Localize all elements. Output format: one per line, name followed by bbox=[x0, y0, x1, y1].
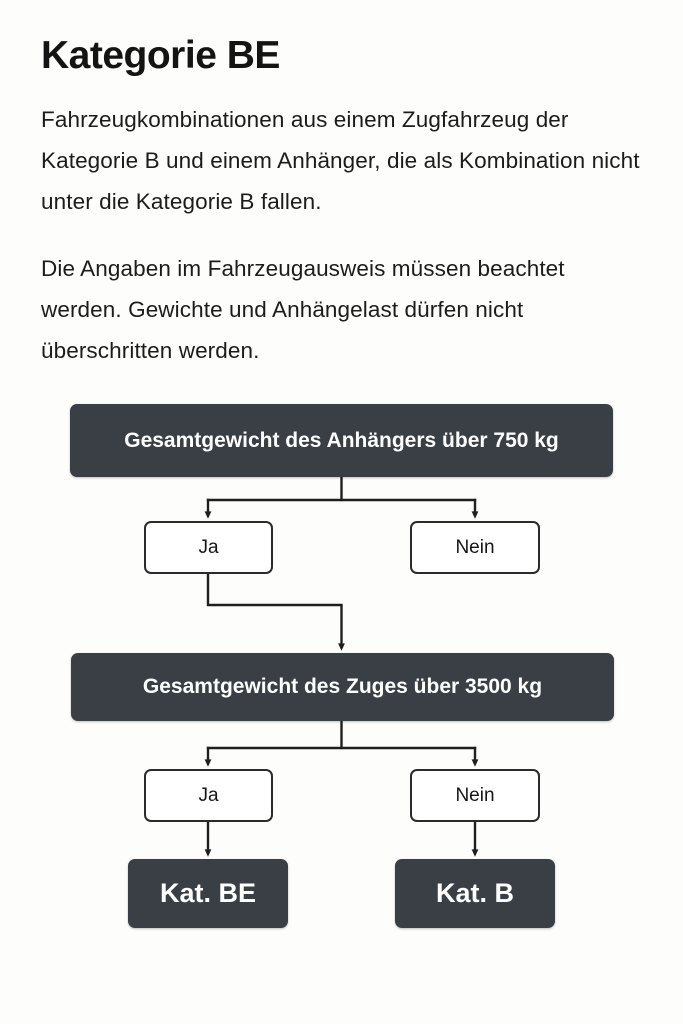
intro-paragraph-2: Die Angaben im Fahrzeugausweis müssen beachtet werden. Gewichte und Anhängelast dürfen nicht überschritten werden. bbox=[41, 255, 565, 363]
flow-node-result-kat-be: Kat. BE bbox=[128, 859, 288, 928]
connector-ja1-to-q2 bbox=[208, 574, 342, 647]
page-title: Kategorie BE bbox=[41, 34, 280, 77]
intro-paragraph-1: Fahrzeugkombinationen aus einem Zugfahrzeug der Kategorie B und einem Anhänger, die als Kombination nicht unter die Kategorie B fallen. bbox=[41, 106, 640, 214]
article-content bbox=[41, 0, 642, 371]
flow-node-question-1-yes: Ja bbox=[144, 521, 273, 574]
flow-node-question-2-no: Nein bbox=[410, 769, 540, 822]
flow-node-question-2-yes: Ja bbox=[144, 769, 273, 822]
flow-node-result-kat-b: Kat. B bbox=[395, 859, 555, 928]
decision-flowchart bbox=[0, 380, 683, 960]
flow-node-question-2: Gesamtgewicht des Zuges über 3500 kg bbox=[71, 653, 614, 721]
flow-node-question-1-no: Nein bbox=[410, 521, 540, 574]
flow-node-question-1: Gesamtgewicht des Anhängers über 750 kg bbox=[70, 404, 613, 477]
